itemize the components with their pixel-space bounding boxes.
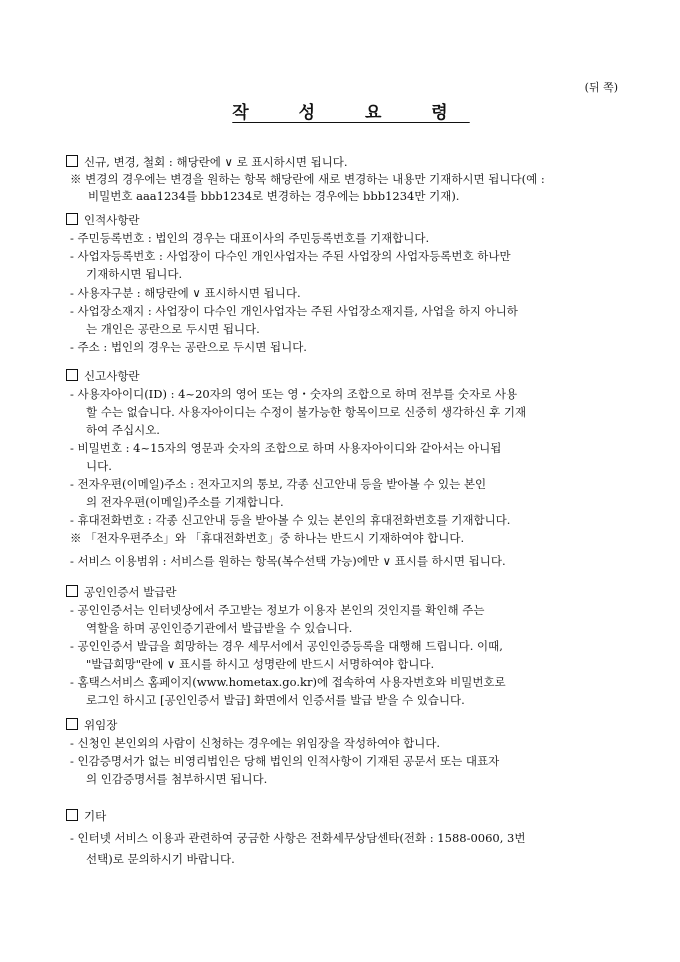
list-item: - 홈택스서비스 홈페이지(www.hometax.go.kr)에 접속하여 사용자번호와 비밀번호로 [70,675,506,689]
checkbox-icon [66,809,78,821]
checkbox-icon [66,213,78,225]
section-header: 신고사항란 [66,368,140,385]
list-item: - 인터넷 서비스 이용과 관련하여 궁금한 사항은 전화세무상담센타(전화 : 1588-0060, 3번 [70,831,526,845]
note-text: ※ 변경의 경우에는 변경을 원하는 항목 해당란에 새로 변경하는 내용만 기재하시면 됩니다(예 : [70,172,545,186]
checkbox-icon [66,369,78,381]
list-item: - 사용자아이디(ID) : 4~20자의 영어 또는 영・숫자의 조합으로 하며 전부를 숫자로 사용 [70,387,518,401]
list-item-cont: 의 전자우편(이메일)주소를 기재합니다. [86,495,284,509]
page-title: 작 성 요 령 [232,103,470,123]
list-item-cont: 의 인감증명서를 첨부하시면 됩니다. [86,772,268,786]
list-item: - 인감증명서가 없는 비영리법인은 당해 법인의 인적사항이 기재된 공문서 또는 대표자 [70,754,500,768]
note-text: 비밀번호 aaa1234를 bbb1234로 변경하는 경우에는 bbb1234만 기재). [88,189,460,203]
section-header: 신규, 변경, 철회 : 해당란에 ∨ 로 표시하시면 됩니다. [66,154,348,171]
list-item: - 사업장소재지 : 사업장이 다수인 개인사업자는 주된 사업장소재지를, 사업을 하지 아니하 [70,304,518,318]
checkbox-icon [66,155,78,167]
section-header: 기타 [66,808,106,825]
note-text: ※ 「전자우편주소」와 「휴대전화번호」중 하나는 반드시 기재하여야 합니다. [70,531,465,545]
list-item-cont: 로그인 하시고 [공인인증서 발급] 화면에서 인증서를 발급 받을 수 있습니다. [86,693,465,707]
list-item-cont: 하여 주십시오. [86,423,160,437]
section-header: 위임장 [66,717,117,734]
page-side-label: (뒤 쪽) [584,81,618,94]
list-item-cont: 할 수는 없습니다. 사용자아이디는 수정이 불가능한 항목이므로 신중히 생각하신 후 기재 [86,405,527,419]
section-header: 공인인증서 발급란 [66,584,177,601]
list-item: - 비밀번호 : 4~15자의 영문과 숫자의 조합으로 하며 사용자아이디와 같아서는 아니됩 [70,441,502,455]
list-item-cont: 선택)로 문의하시기 바랍니다. [86,852,235,866]
list-item: - 휴대전화번호 : 각종 신고안내 등을 받아볼 수 있는 본인의 휴대전화번호를 기재합니다. [70,513,511,527]
section-header: 인적사항란 [66,212,140,229]
list-item: - 서비스 이용범위 : 서비스를 원하는 항목(복수선택 가능)에만 ∨ 표시를 하시면 됩니다. [70,554,506,568]
list-item: - 사용자구분 : 해당란에 ∨ 표시하시면 됩니다. [70,286,301,300]
list-item-cont: 기재하시면 됩니다. [86,267,183,281]
checkbox-icon [66,718,78,730]
list-item: - 주소 : 법인의 경우는 공란으로 두시면 됩니다. [70,340,307,354]
list-item: - 신청인 본인외의 사람이 신청하는 경우에는 위임장을 작성하여야 합니다. [70,736,441,750]
list-item: - 공인인증서는 인터넷상에서 주고받는 정보가 이용자 본인의 것인지를 확인해 주는 [70,603,485,617]
list-item: - 전자우편(이메일)주소 : 전자고지의 통보, 각종 신고안내 등을 받아볼 수 있는 본인 [70,477,487,491]
list-item: - 공인인증서 발급을 희망하는 경우 세무서에서 공인인증등록을 대행해 드립니다. 이때, [70,639,503,653]
list-item-cont: 니다. [86,459,112,473]
list-item-cont: "발급희망"란에 ∨ 표시를 하시고 성명란에 반드시 서명하여야 합니다. [86,657,435,671]
list-item-cont: 역할을 하며 공인인증기관에서 발급받을 수 있습니다. [86,621,353,635]
list-item-cont: 는 개인은 공란으로 두시면 됩니다. [86,322,260,336]
list-item: - 주민등록번호 : 법인의 경우는 대표이사의 주민등록번호를 기재합니다. [70,231,430,245]
list-item: - 사업자등록번호 : 사업장이 다수인 개인사업자는 주된 사업장의 사업자등록번호 하나만 [70,249,511,263]
checkbox-icon [66,585,78,597]
